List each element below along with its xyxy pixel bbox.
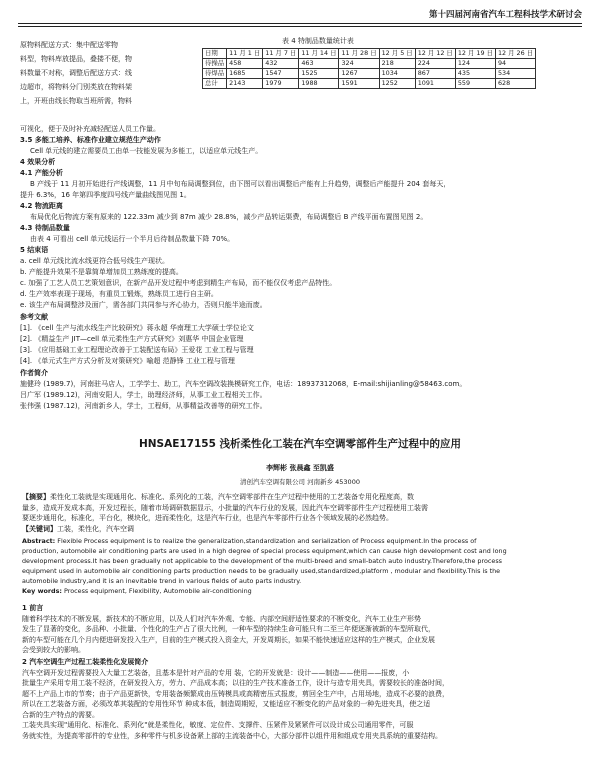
table-cell: 1091 (415, 79, 455, 89)
left-column-text (20, 38, 198, 108)
table-cell: 534 (495, 69, 535, 79)
body-line: Cell 单元线的建立需要员工由单一技能发展为多能工，以适应单元线生产。 (30, 147, 263, 155)
table-cell: 1267 (339, 69, 379, 79)
table-cell: 1988 (299, 79, 339, 89)
table-cell: 628 (495, 79, 535, 89)
section-heading: 1 前言 (22, 604, 44, 612)
abstract-en-label: Abstract: (22, 537, 56, 545)
conclusion-item: a. cell 单元线比流水线更符合低号线生产现状。 (20, 257, 170, 265)
table-row (203, 59, 536, 69)
table-header-cell: 11 月 1 日 (227, 49, 263, 59)
conclusion-item: e. 该生产布局调整涉及面广，需各部门共同参与齐心协力，否则只能半途而废。 (20, 301, 267, 309)
section-intro (22, 603, 578, 656)
table-row (203, 69, 536, 79)
body-line: 批量生产采用专用工装不经济，在研发投入方，劳力、产品成本高；以往的生产技术准备工作，设计与造专用夹具，需要较长的准备时间， (22, 679, 449, 687)
table-header-cell: 11 月 7 日 (263, 49, 299, 59)
table-cell: 1547 (263, 69, 299, 79)
abstract-en (22, 536, 578, 596)
reference-item: [2]. 《精益生产 JIT—cell 单元柔性生产方式研究》刘惠华 中国企业管理 (20, 335, 244, 343)
table-cell: 435 (455, 69, 495, 79)
body-line: 提升 6.3%，16 年第四季度四号线产量曲线图见图 1。 (20, 191, 191, 199)
table-cell: 总计 (203, 79, 227, 89)
body-line: 新的车型可能在几个月内便进研发投入生产，目前的生产模式投入资金大，开发周期长，如果不能快速适应这样的生产模式，企业发展 (22, 635, 435, 644)
abstract-en-line: equipment used in automobile air conditioning parts production needs to be gradually used,standardized,platform , modular and flexibility.This is the (22, 567, 501, 575)
table-cell: 458 (227, 59, 263, 69)
table-cell: 1525 (299, 69, 339, 79)
body-line: 合新的生产特点的需要。 (22, 710, 99, 719)
table-cell: 1034 (379, 69, 415, 79)
section-heading: 3.5 多能工培养、标准作业建立规范生产动作 (20, 136, 161, 144)
table-cell: 218 (379, 59, 415, 69)
table-cell: 1685 (227, 69, 263, 79)
body-line: 会受到较大的影响。 (22, 646, 85, 654)
conclusion-item: b. 产能提升效果不是靠简单增加员工熟练度的提高。 (20, 268, 183, 276)
table-cell: 1591 (339, 79, 379, 89)
table-cell: 94 (495, 59, 535, 69)
abstract-cn (22, 492, 578, 534)
table-cell: 待操品 (203, 59, 227, 69)
body-line: 布局优化后物流方案有原来的 122.33m 减少到 87m 减少 28.8%，减少产品转运渠费，布局调整后 B 产线平面布置图见图 2。 (30, 213, 428, 221)
table-cell: 559 (455, 79, 495, 89)
reference-item: [4]. 《单元式生产方式分析及对策研究》喻超 范静锋 工业工程与管理 (20, 357, 235, 365)
table-cell: 2143 (227, 79, 263, 89)
body-line: 随着科学技术的不断发展，新技术的不断应用，以及人们对汽车外观、专能、内部空间舒适性要求的不断变化，汽车工业生产形势 (22, 614, 421, 623)
table-header-row (203, 49, 536, 59)
table4-title: 表 4 特制品数量统计表 (282, 37, 354, 45)
table-cell: 324 (339, 59, 379, 69)
table-cell: 463 (299, 59, 339, 69)
table-cell: 867 (415, 69, 455, 79)
article-affiliation: 清创汽车空调有限公司 河南新乡 453000 (240, 478, 360, 486)
table-header-cell: 12 月 19 日 (455, 49, 495, 59)
table-cell: 1979 (263, 79, 299, 89)
keywords-en-label: Key words: (22, 587, 62, 595)
running-header: 第十四届河南省汽车工程科技学术研讨会 (428, 10, 582, 20)
body-line: 工装夹具实现"通用化、标准化、系列化"就是柔性化，敏度、定位件、支撑件、压紧件及紧紧件可以设计成公司通用零件，可服 (22, 721, 414, 729)
references-heading: 参考文献 (20, 313, 48, 321)
authors-heading: 作者简介 (20, 369, 48, 377)
header-rule (18, 23, 582, 27)
left-line: 原物料配送方式：集中配送零物 (20, 41, 118, 49)
keywords-text: 工装，柔性化，汽车空调 (57, 524, 134, 533)
section-heading: 4 效果分析 (20, 158, 56, 166)
abstract-line: 量多，造成开发成本高，开发过程长，随着市场调研数据显示，小批量的汽车行业的发展，因此汽车空调零部件生产过程使用工装需 (22, 503, 428, 512)
table-header-cell: 12 月 5 日 (379, 49, 415, 59)
table-cell: 1252 (379, 79, 415, 89)
table-cell: 待焊品 (203, 69, 227, 79)
table-header-cell: 日期 (203, 49, 227, 59)
abstract-en-line: automobile industry,and it is an inevitable trend in various fields of auto parts industry. (22, 577, 302, 585)
body-line: 超不上产品上市的节奏；由于产品更新快，专用装备频繁成由压铸模具或高精密压式报废，剪回全生产中，占用场地，造成不必要的浪费， (22, 689, 449, 698)
abstract-line: 柔性化工装就是实现通用化、标准化、系列化的工装，汽车空调零部件在生产过程中使用的工艺装备专用化程度高，数 (50, 493, 414, 501)
author-bio: 吕广军 (1989.12)，河南安阳人，学士，助理经济师，从事工业工程相关工作。 (20, 391, 267, 399)
abstract-line: 要逐步通用化，标准化，平台化，模块化，进而柔性化，这是汽车行业，也是汽车零部件行业各个领域发展的必然趋势。 (22, 514, 393, 522)
body-line: 汽车空调开发过程需要投入大量工艺装备，且基本是针对产品的专用 装，它的开发就是：设计——制造——使用——报废，小 (22, 668, 410, 677)
table-cell: 224 (415, 59, 455, 69)
table-cell: 124 (455, 59, 495, 69)
left-line: 料数量不对称，调整后配送方式：线 (20, 69, 132, 77)
abstract-en-line: production, automobile air conditioning parts are used in a high degree of special process equipment,which can cause high development cost and long (22, 547, 507, 555)
reference-item: [3]. 《应用基础工业工程理论改善于工装配送布局》王爱花 工业工程与管理 (20, 346, 254, 354)
author-bio: 张伟强 (1987.12)，河南新乡人，学士，工程师，从事精益改善等的研究工作。 (20, 402, 267, 410)
abstract-en-line: development process.It has been gradually not applicable to the development of the multi-breed and small-batch auto industry.Therefore,the process (22, 557, 502, 565)
conclusion-item: d. 生产效率表现于现场，有重员工锻炼，熟练员工进行自主研。 (20, 290, 218, 298)
table-header-cell: 11 月 14 日 (299, 49, 339, 59)
conclusion-item: c. 加强了工艺人员工艺策划意识，在新产品开发过程中考虑到精生产布局，而不能仅仅考虑产品特性。 (20, 279, 337, 287)
body-line: 发生了显著的变化，多品种、小批量、个性化的生产占了很大比例，一种车型的持续生命可能只有二至三年便逐渐被新的车型所取代， (22, 625, 435, 633)
article-title: HNSAE17155 浅析柔性化工装在汽车空调零部件生产过程中的应用 (138, 438, 462, 450)
left-line: 料型，物料库放提品，叠搂不便，物 (20, 55, 132, 63)
table-cell: 432 (263, 59, 299, 69)
body-line: B 产线于 11 月初开始进行产线调整，11 月中旬布局调整到位，由下图可以看出调整后产能有上升趋势，调整后产能提升 204 套每天， (30, 180, 451, 188)
reference-item: [1]. 《cell 生产与流水线生产比较研究》蒋永超 华南理工大学硕士学位论文 (20, 324, 254, 332)
article-authors: 李辉彬 张晨鑫 至凯盛 (266, 464, 334, 472)
keywords-en-text: Process equipment, Flexibility, Automobile air-conditioning (64, 587, 252, 595)
section-heading: 4.3 待制品数量 (20, 224, 70, 232)
continuation-line: 可视化，便于及时补充减轻配送人员工作量。 (20, 125, 160, 133)
section-heading: 4.2 物流距离 (20, 202, 63, 210)
section-heading: 4.1 产能分析 (20, 169, 63, 177)
table4 (202, 48, 536, 89)
left-line: 上，开班由线长物取当班所需，物料 (20, 97, 132, 105)
table-header-cell: 12 月 12 日 (415, 49, 455, 59)
section-2 (22, 657, 578, 741)
table-row (203, 79, 536, 89)
body-line: 由表 4 可看出 cell 单元线运行一个半月后待制品数量下降 70%。 (30, 235, 235, 243)
abstract-en-line: Flexible Process equipment is to realize the generalization,standardization and serialization of Process equipment.In the process of (57, 537, 477, 545)
author-bio: 施健玲 (1989.7)，河南驻马店人，工学学士、助工，汽车空调改装换模研究工作，电话：18937312068，E-mail:shijianling@58463.com。 (20, 380, 467, 388)
abstract-label: 【摘要】 (22, 493, 50, 501)
keywords-label: 【关键词】 (22, 524, 57, 533)
body-line: 所以在工艺装备方面，必须改革其装配的专用性环节 种成本低，制造周期短，又能适应不断变化的产品对象的一种先进夹具，使之适 (22, 700, 431, 708)
section-heading: 2 汽车空调生产过程工装柔性化发展简介 (22, 658, 149, 666)
table-header-cell: 12 月 26 日 (495, 49, 535, 59)
left-line: 边超市，将物料分门别类放在物料架 (20, 83, 132, 91)
body-line: 务就实性，为提高零部件的专业性，多种零件与机多设备紧上部的主流装备中心，大部分部件以组件用和组成专用夹具系统的重要结构。 (22, 731, 442, 740)
section-heading: 5 结束语 (20, 246, 49, 254)
table-header-cell: 11 月 28 日 (339, 49, 379, 59)
